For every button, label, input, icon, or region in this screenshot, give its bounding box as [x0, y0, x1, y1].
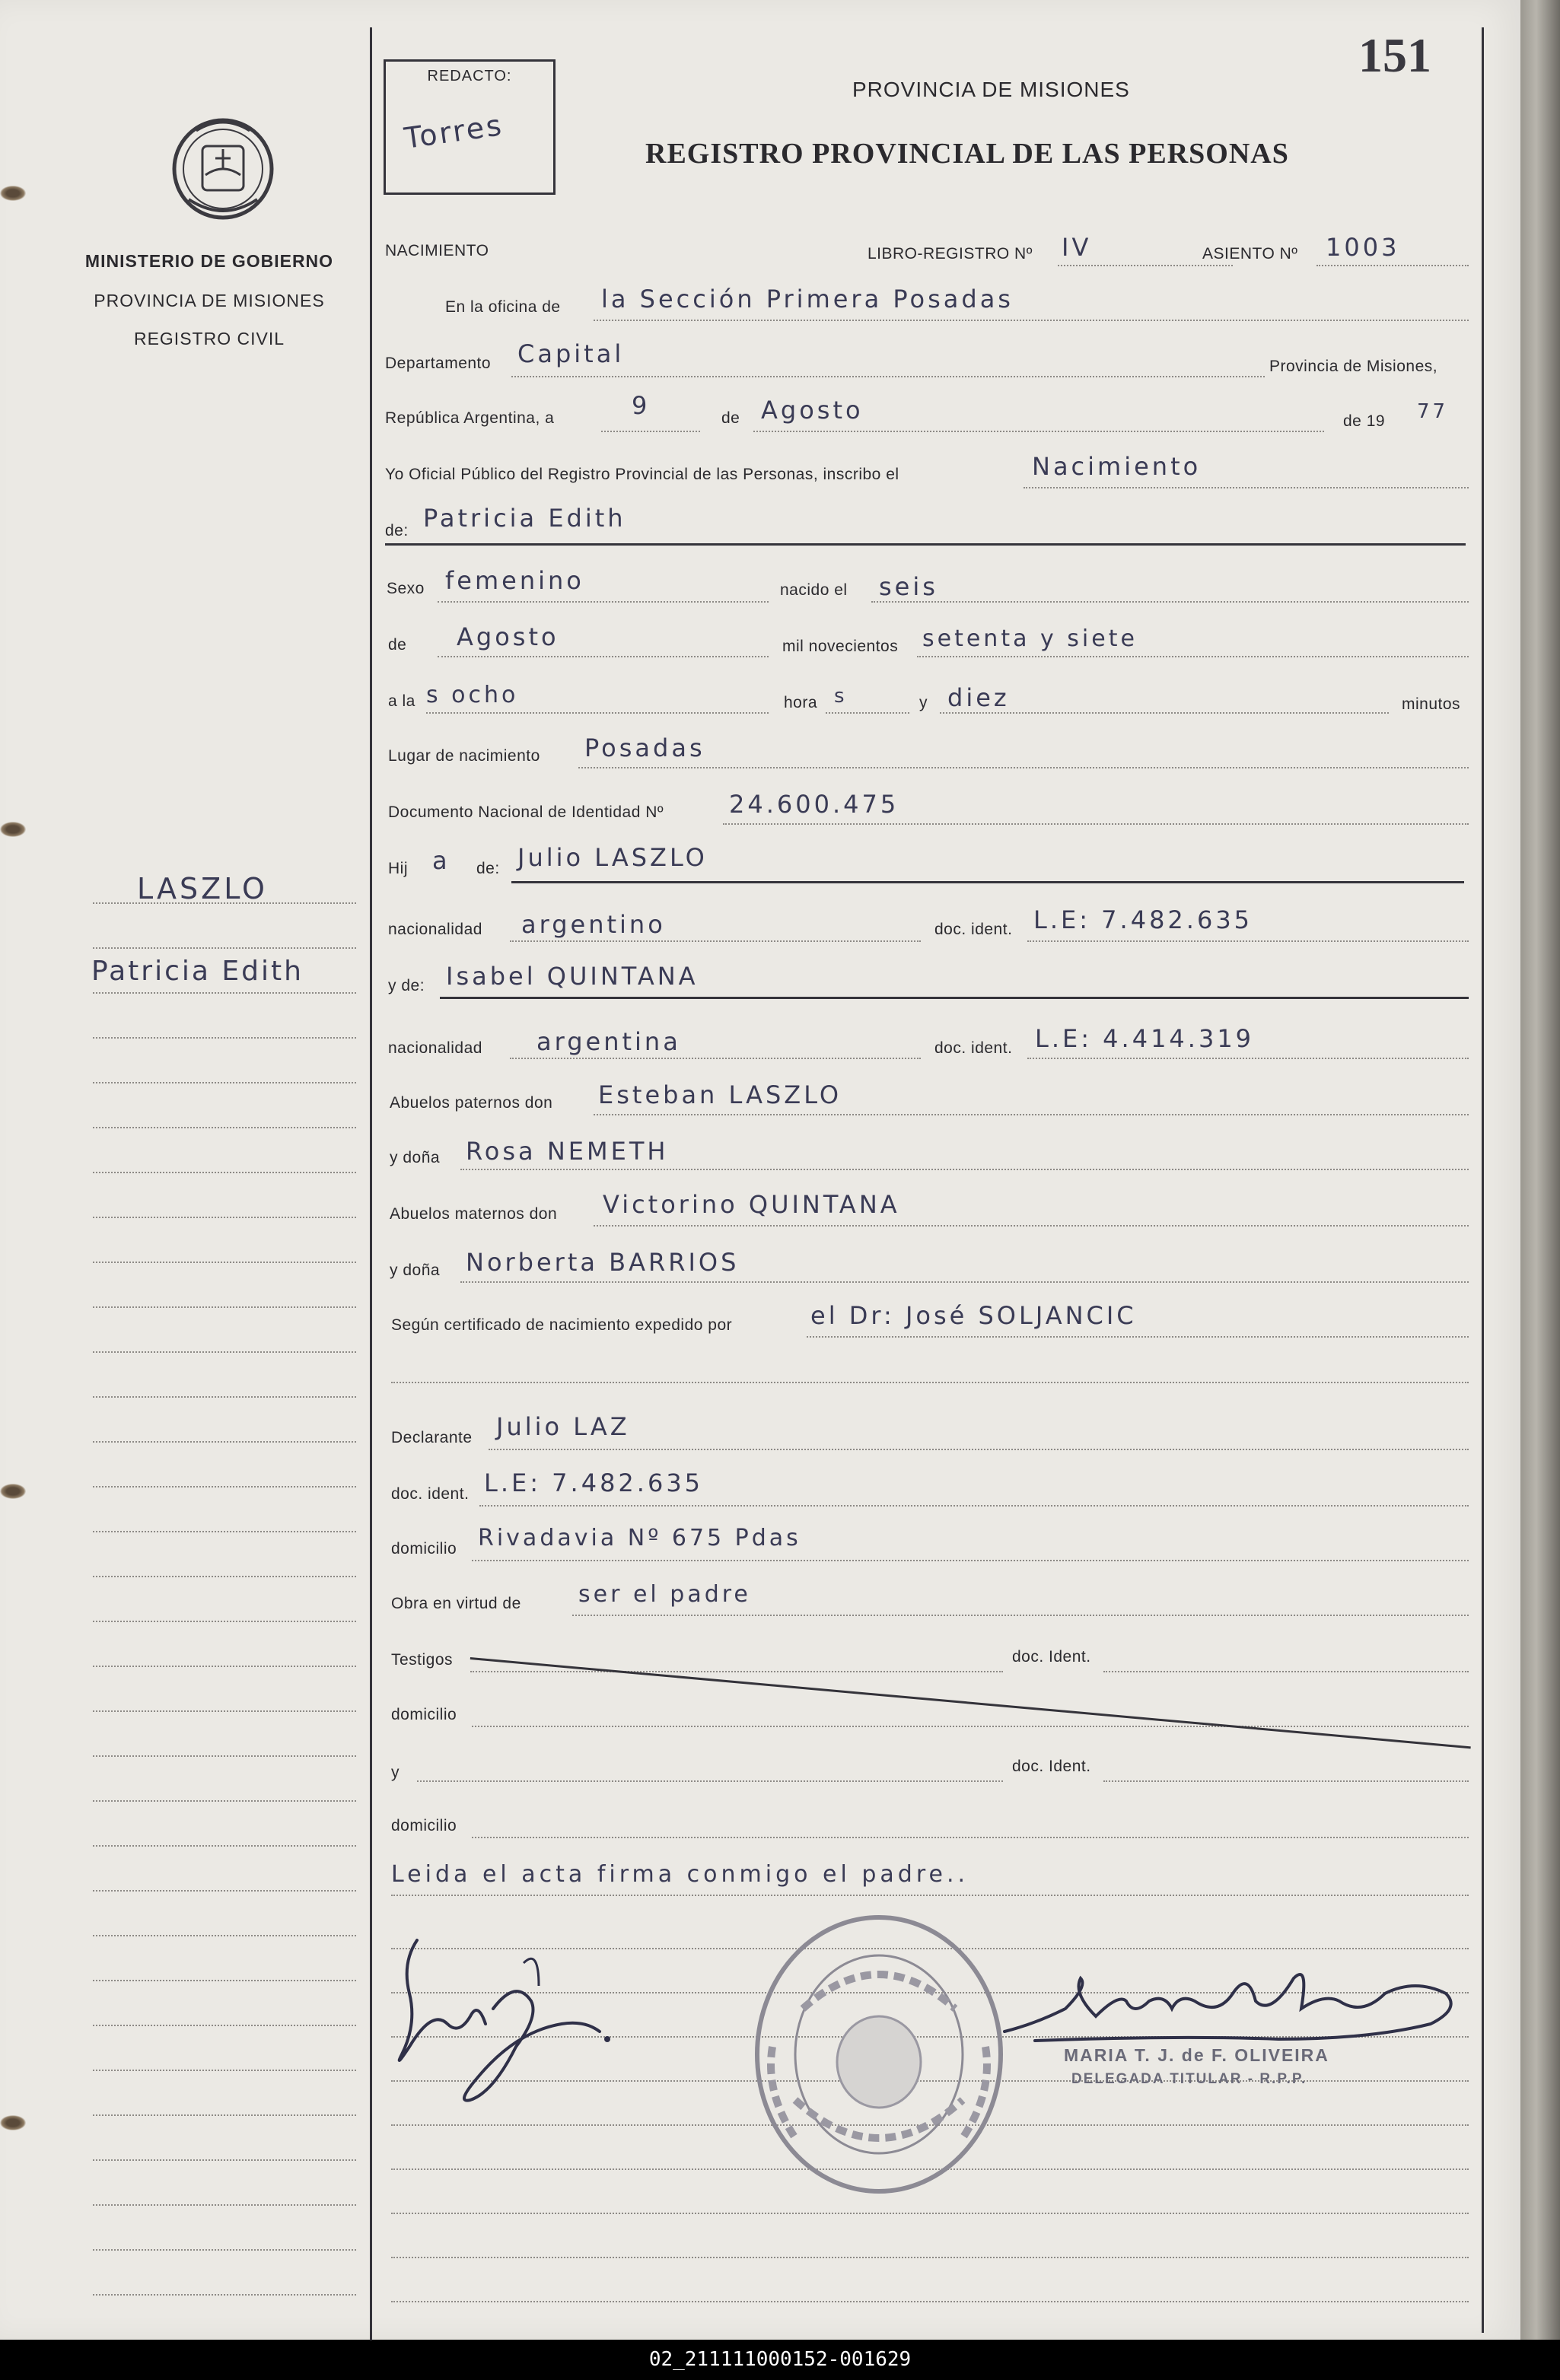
born-label: nacido el	[780, 581, 848, 599]
inscription-line	[1024, 487, 1469, 488]
ministry-registry: REGISTRO CIVIL	[133, 329, 285, 348]
margin-given-names: Patricia Edith	[91, 956, 304, 987]
birthplace-line	[578, 767, 1469, 768]
paternal-grandparents-label: Abuelos paternos don	[390, 1094, 553, 1112]
margin-ruled-line	[93, 1621, 356, 1622]
declarant-address-line	[472, 1560, 1469, 1561]
declarant-capacity-label: Obra en virtud de	[391, 1595, 521, 1612]
entry-line	[1316, 265, 1469, 266]
person-de-label: de:	[385, 522, 409, 539]
father-doc-label: doc. ident.	[934, 921, 1013, 938]
declarant-address-label: domicilio	[391, 1540, 457, 1558]
mother-doc-line	[1027, 1058, 1469, 1059]
dni-label: Documento Nacional de Identidad Nº	[388, 803, 664, 821]
mother-name: Isabel QUINTANA	[446, 962, 699, 991]
witness2-doc-line	[1103, 1780, 1469, 1782]
child-of-label: Hij	[388, 860, 408, 877]
certificate-line-2	[391, 1382, 1469, 1383]
witness-address-line	[472, 1726, 1469, 1727]
birth-year-value: setenta y siete	[922, 625, 1138, 652]
sex-label: Sexo	[387, 580, 425, 597]
certificate-value: el Dr: José SOLJANCIC	[810, 1301, 1137, 1330]
margin-ruled-line	[93, 947, 356, 949]
minutes-y-label: y	[919, 694, 928, 711]
department-line	[511, 376, 1265, 377]
mother-rule	[440, 997, 1469, 999]
margin-ruled-line	[93, 1262, 356, 1263]
margin-ruled-line	[93, 1935, 356, 1936]
margin-ruled-line	[93, 1351, 356, 1353]
margin-ruled-line	[93, 1172, 356, 1173]
officer-role: DELEGADA TITULAR - R.P.P.	[1071, 2071, 1307, 2087]
binding-hole	[0, 2115, 26, 2130]
date-month-line	[753, 431, 1324, 432]
margin-ruled-line	[93, 1127, 356, 1128]
department-label: Departamento	[385, 355, 492, 372]
margin-ruled-line	[93, 2114, 356, 2116]
father-nationality-label: nacionalidad	[388, 921, 482, 938]
father-doc: L.E: 7.482.635	[1033, 905, 1253, 934]
margin-ruled-line	[93, 1576, 356, 1577]
birth-year-label: mil novecientos	[782, 638, 899, 655]
declarant-capacity: ser el padre	[578, 1581, 751, 1608]
margin-ruled-line	[93, 1306, 356, 1308]
redacto-label: REDACTO:	[427, 68, 512, 84]
margin-ruled-line	[93, 1486, 356, 1488]
witness2-y-label: y	[391, 1764, 400, 1781]
certificate-label: Según certificado de nacimiento expedido por	[391, 1316, 733, 1334]
entry-label: ASIENTO Nº	[1202, 245, 1298, 262]
mother-nationality-line	[510, 1058, 921, 1059]
right-border	[1482, 27, 1484, 2333]
birthplace-label: Lugar de nacimiento	[388, 747, 540, 765]
declarant-address: Rivadavia Nº 675 Pdas	[478, 1525, 801, 1551]
margin-ruled-line	[93, 2204, 356, 2206]
witness2-doc-label: doc. Ident.	[1012, 1758, 1091, 1775]
body-ruled-line	[391, 2213, 1469, 2214]
margin-ruled-line	[93, 1666, 356, 1667]
inscription-label: Yo Oficial Público del Registro Provincial de las Personas, inscribo el	[385, 466, 899, 483]
father-nationality-line	[510, 940, 921, 942]
binding-hole	[0, 1484, 26, 1499]
margin-divider	[370, 27, 372, 2340]
image-reference-code: 02_211111000152-001629	[648, 2348, 912, 2371]
hours-label: hora	[784, 694, 818, 711]
book-line	[1058, 265, 1233, 266]
declarant-label: Declarante	[391, 1429, 473, 1446]
header-province: PROVINCIA DE MISIONES	[852, 78, 1130, 101]
margin-ruled-line	[93, 2294, 356, 2296]
declarant-line	[489, 1449, 1469, 1450]
maternal-grandfather-line	[594, 1225, 1469, 1227]
mother-doc-label: doc. ident.	[934, 1039, 1013, 1057]
book-label: LIBRO-REGISTRO Nº	[868, 245, 1033, 262]
birthplace-value: Posadas	[584, 733, 705, 762]
maternal-grandparents-label: Abuelos maternos don	[390, 1205, 558, 1223]
margin-ruled-line	[93, 1755, 356, 1757]
officer-signature-icon	[989, 1948, 1476, 2054]
margin-ruled-line	[93, 1082, 356, 1083]
maternal-grandfather: Victorino QUINTANA	[603, 1190, 900, 1219]
paternal-grandmother: Rosa NEMETH	[466, 1137, 669, 1166]
margin-ruled-line	[93, 1845, 356, 1847]
witnesses-label: Testigos	[391, 1651, 454, 1669]
declarant-capacity-line	[572, 1615, 1469, 1616]
margin-ruled-line	[93, 1217, 356, 1218]
mother-doc: L.E: 4.414.319	[1035, 1024, 1255, 1053]
witness-doc-label: doc. Ident.	[1012, 1648, 1091, 1666]
book-value: IV	[1062, 233, 1092, 262]
father-de-label: de:	[476, 860, 500, 877]
declarant-name: Julio LAZ	[496, 1412, 630, 1441]
maternal-grandmother: Norberta BARRIOS	[466, 1248, 740, 1277]
office-label: En la oficina de	[445, 298, 561, 316]
margin-ruled-line	[93, 1980, 356, 1981]
official-seal-stamp-icon	[750, 1910, 1008, 2199]
minutes-label: minutos	[1402, 695, 1461, 713]
body-ruled-line	[391, 2301, 1469, 2302]
minutes-value: diez	[947, 683, 1010, 712]
maternal-grandmother-line	[460, 1281, 1469, 1283]
margin-ruled-line	[93, 1710, 356, 1712]
child-of-suffix: a	[432, 846, 450, 875]
father-doc-line	[1027, 940, 1469, 942]
record-type: NACIMIENTO	[385, 242, 489, 259]
declarant-doc: L.E: 7.482.635	[484, 1468, 704, 1497]
person-name: Patricia Edith	[423, 504, 626, 533]
father-rule	[511, 881, 1464, 883]
margin-ruled-line	[93, 2070, 356, 2071]
margin-ruled-line	[93, 2025, 356, 2026]
department-value: Capital	[517, 339, 625, 368]
page-stack-edge	[1520, 0, 1560, 2340]
binding-hole	[0, 186, 26, 201]
sex-line	[438, 601, 769, 603]
father-name: Julio LASZLO	[517, 843, 708, 872]
declarant-doc-label: doc. ident.	[391, 1485, 470, 1503]
born-line	[871, 601, 1469, 603]
paternal-grandmother-line	[460, 1169, 1469, 1170]
witness-line	[470, 1671, 1003, 1672]
entry-value: 1003	[1326, 233, 1400, 262]
date-year-value: 77	[1417, 400, 1449, 423]
margin-ruled-line	[93, 902, 356, 904]
page-number: 151	[1358, 28, 1431, 82]
witness2-address-label: domicilio	[391, 1817, 457, 1834]
office-value: la Sección Primera Posadas	[601, 285, 1014, 313]
birth-time-line	[426, 712, 769, 714]
sex-value: femenino	[445, 566, 584, 595]
dni-line	[723, 823, 1469, 825]
margin-ruled-line	[93, 1396, 356, 1398]
hours-suffix: s	[834, 685, 848, 708]
body-ruled-line	[391, 2257, 1469, 2258]
margin-ruled-line	[93, 992, 356, 994]
ministry-province: PROVINCIA DE MISIONES	[94, 291, 325, 310]
father-nationality: argentino	[521, 910, 666, 939]
birth-month-value: Agosto	[457, 622, 559, 651]
margin-ruled-line	[93, 1037, 356, 1039]
minutes-line	[940, 712, 1389, 714]
date-year-label: de 19	[1343, 412, 1386, 430]
date-day: 9	[632, 391, 651, 420]
redacto-box	[384, 59, 556, 195]
mother-label: y de:	[388, 977, 425, 994]
born-day: seis	[879, 572, 938, 601]
redacto-value: Torres	[402, 108, 506, 155]
birth-time-label: a la	[388, 692, 415, 710]
certificate-line	[807, 1336, 1469, 1338]
provincial-crest-icon	[166, 108, 280, 230]
paternal-grandmother-label: y doña	[390, 1149, 441, 1166]
department-suffix: Provincia de Misiones,	[1269, 358, 1438, 375]
officer-name: MARIA T. J. de F. OLIVEIRA	[1064, 2045, 1329, 2065]
hours-line	[826, 712, 909, 714]
date-de-label: de	[721, 409, 740, 427]
ministry-title: MINISTERIO DE GOBIERNO	[84, 251, 334, 271]
margin-ruled-line	[93, 1800, 356, 1802]
witness2-line	[417, 1780, 1003, 1782]
page-title: REGISTRO PROVINCIAL DE LAS PERSONAS	[645, 138, 1289, 170]
witness-doc-line	[1103, 1671, 1469, 1672]
closing-statement: Leida el acta firma conmigo el padre..	[391, 1861, 969, 1888]
birth-month-line	[438, 656, 769, 657]
witness-address-label: domicilio	[391, 1706, 457, 1723]
date-month: Agosto	[761, 396, 864, 425]
date-label: República Argentina, a	[385, 409, 555, 427]
margin-ruled-line	[93, 1531, 356, 1532]
birth-year-line	[917, 656, 1469, 657]
maternal-grandmother-label: y doña	[390, 1262, 441, 1279]
binding-hole	[0, 822, 26, 837]
declarant-signature-icon	[387, 1917, 645, 2108]
declarant-doc-line	[479, 1505, 1469, 1507]
margin-ruled-line	[93, 1441, 356, 1443]
dni-value: 24.600.475	[729, 790, 899, 819]
birth-time-value: s ocho	[426, 682, 519, 708]
closing-line	[391, 1895, 1469, 1896]
margin-ruled-line	[93, 1890, 356, 1892]
witness2-address-line	[472, 1837, 1469, 1838]
margin-surname: LASZLO	[137, 872, 268, 905]
paternal-grandfather: Esteban LASZLO	[598, 1080, 842, 1109]
paternal-grandfather-line	[594, 1114, 1469, 1115]
date-day-line	[601, 431, 700, 432]
mother-nationality: argentina	[536, 1027, 681, 1056]
margin-ruled-line	[93, 2159, 356, 2161]
inscription-value: Nacimiento	[1032, 452, 1202, 481]
mother-nationality-label: nacionalidad	[388, 1039, 482, 1057]
person-rule	[385, 543, 1466, 546]
birth-month-label: de	[388, 636, 407, 654]
office-line	[594, 320, 1469, 321]
margin-ruled-line	[93, 2249, 356, 2251]
